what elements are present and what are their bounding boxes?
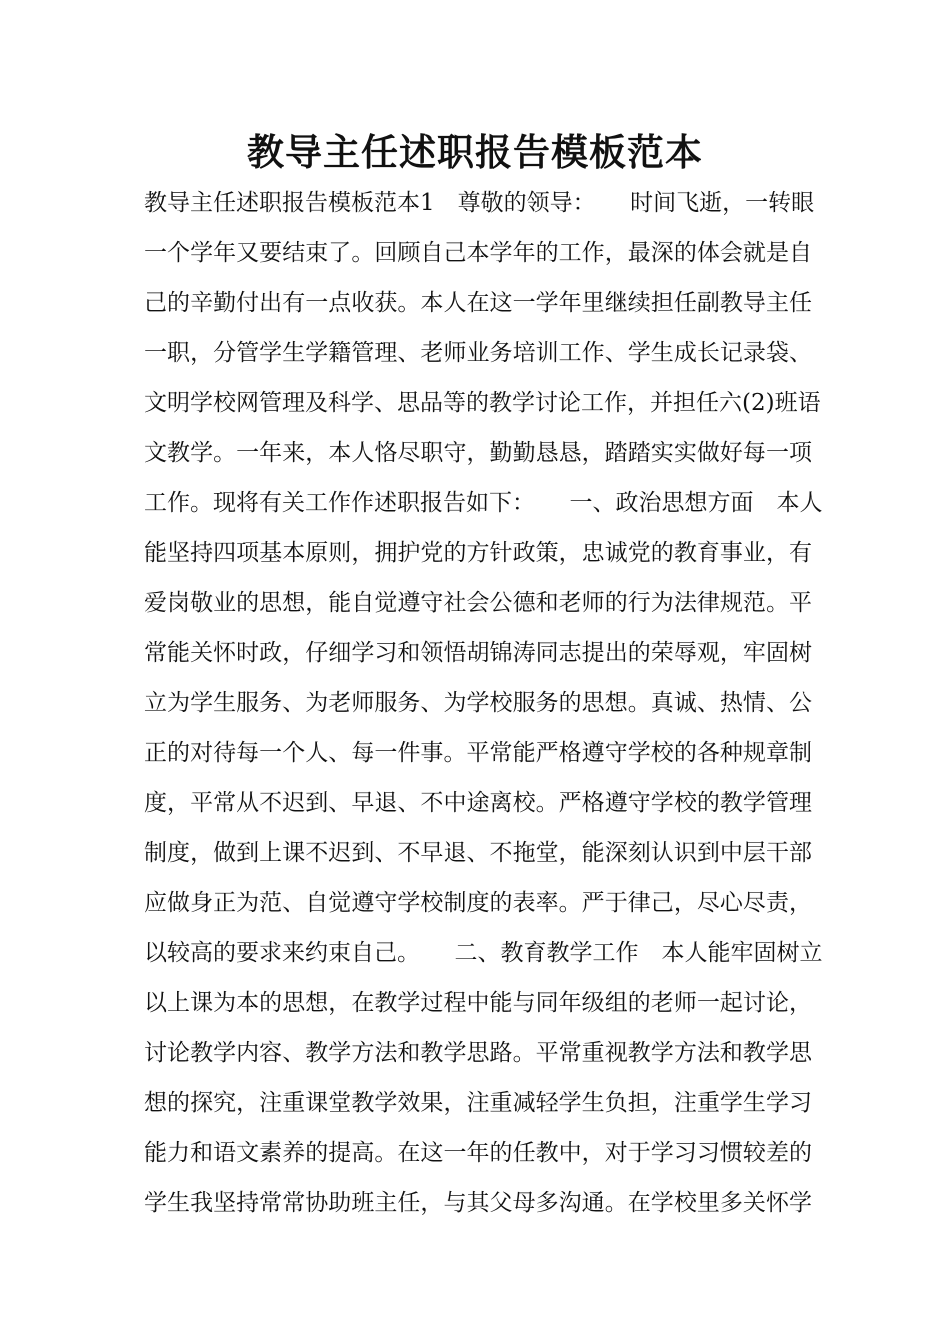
body-line: 文明学校网管理及科学、思品等的教学讨论工作，并担任六(2)班语: [144, 390, 821, 416]
body-line: 学生我坚持常常协助班主任，与其父母多沟通。在学校里多关怀学: [144, 1190, 812, 1216]
body-line: 以上课为本的思想，在教学过程中能与同年级组的老师一起讨论，: [144, 990, 812, 1016]
body-line: 讨论教学内容、教学方法和教学思路。平常重视教学方法和教学思: [144, 1040, 812, 1066]
body-line: 一个学年又要结束了。回顾自己本学年的工作，最深的体会就是自: [144, 240, 812, 266]
body-line: 爱岗敬业的思想，能自觉遵守社会公德和老师的行为法律规范。平: [144, 590, 812, 616]
body-line: 能坚持四项基本原则，拥护党的方针政策，忠诚党的教育事业，有: [144, 540, 812, 566]
body-line: 想的探究，注重课堂教学效果，注重减轻学生负担，注重学生学习: [144, 1090, 812, 1116]
body-line: 立为学生服务、为老师服务、为学校服务的思想。真诚、热情、公: [144, 690, 812, 716]
body-line: 应做身正为范、自觉遵守学校制度的表率。严于律己，尽心尽责，: [144, 890, 812, 916]
body-line: 制度，做到上课不迟到、不早退、不拖堂，能深刻认识到中层干部: [144, 840, 812, 866]
body-line: 常能关怀时政，仔细学习和领悟胡锦涛同志提出的荣辱观，牢固树: [144, 640, 812, 666]
body-line: 一职，分管学生学籍管理、老师业务培训工作、学生成长记录袋、: [144, 340, 812, 366]
body-line: 度，平常从不迟到、早退、不中途离校。严格遵守学校的教学管理: [144, 790, 812, 816]
body-line: 工作。现将有关工作作述职报告如下： 一、政治思想方面 本人: [144, 490, 823, 516]
document-title: 教导主任述职报告模板范本: [247, 130, 703, 174]
body-line: 文教学。一年来，本人恪尽职守，勤勤恳恳，踏踏实实做好每一项: [144, 440, 812, 466]
body-line: 正的对待每一个人、每一件事。平常能严格遵守学校的各种规章制: [144, 740, 812, 766]
body-line: 以较高的要求来约束自己。 二、教育教学工作 本人能牢固树立: [144, 940, 823, 966]
document-body: [144, 178, 823, 1228]
body-line: 教导主任述职报告模板范本1 尊敬的领导： 时间飞逝，一转眼: [144, 190, 815, 216]
body-line: 能力和语文素养的提高。在这一年的任教中，对于学习习惯较差的: [144, 1140, 812, 1166]
body-line: 己的辛勤付出有一点收获。本人在这一学年里继续担任副教导主任: [144, 290, 812, 316]
